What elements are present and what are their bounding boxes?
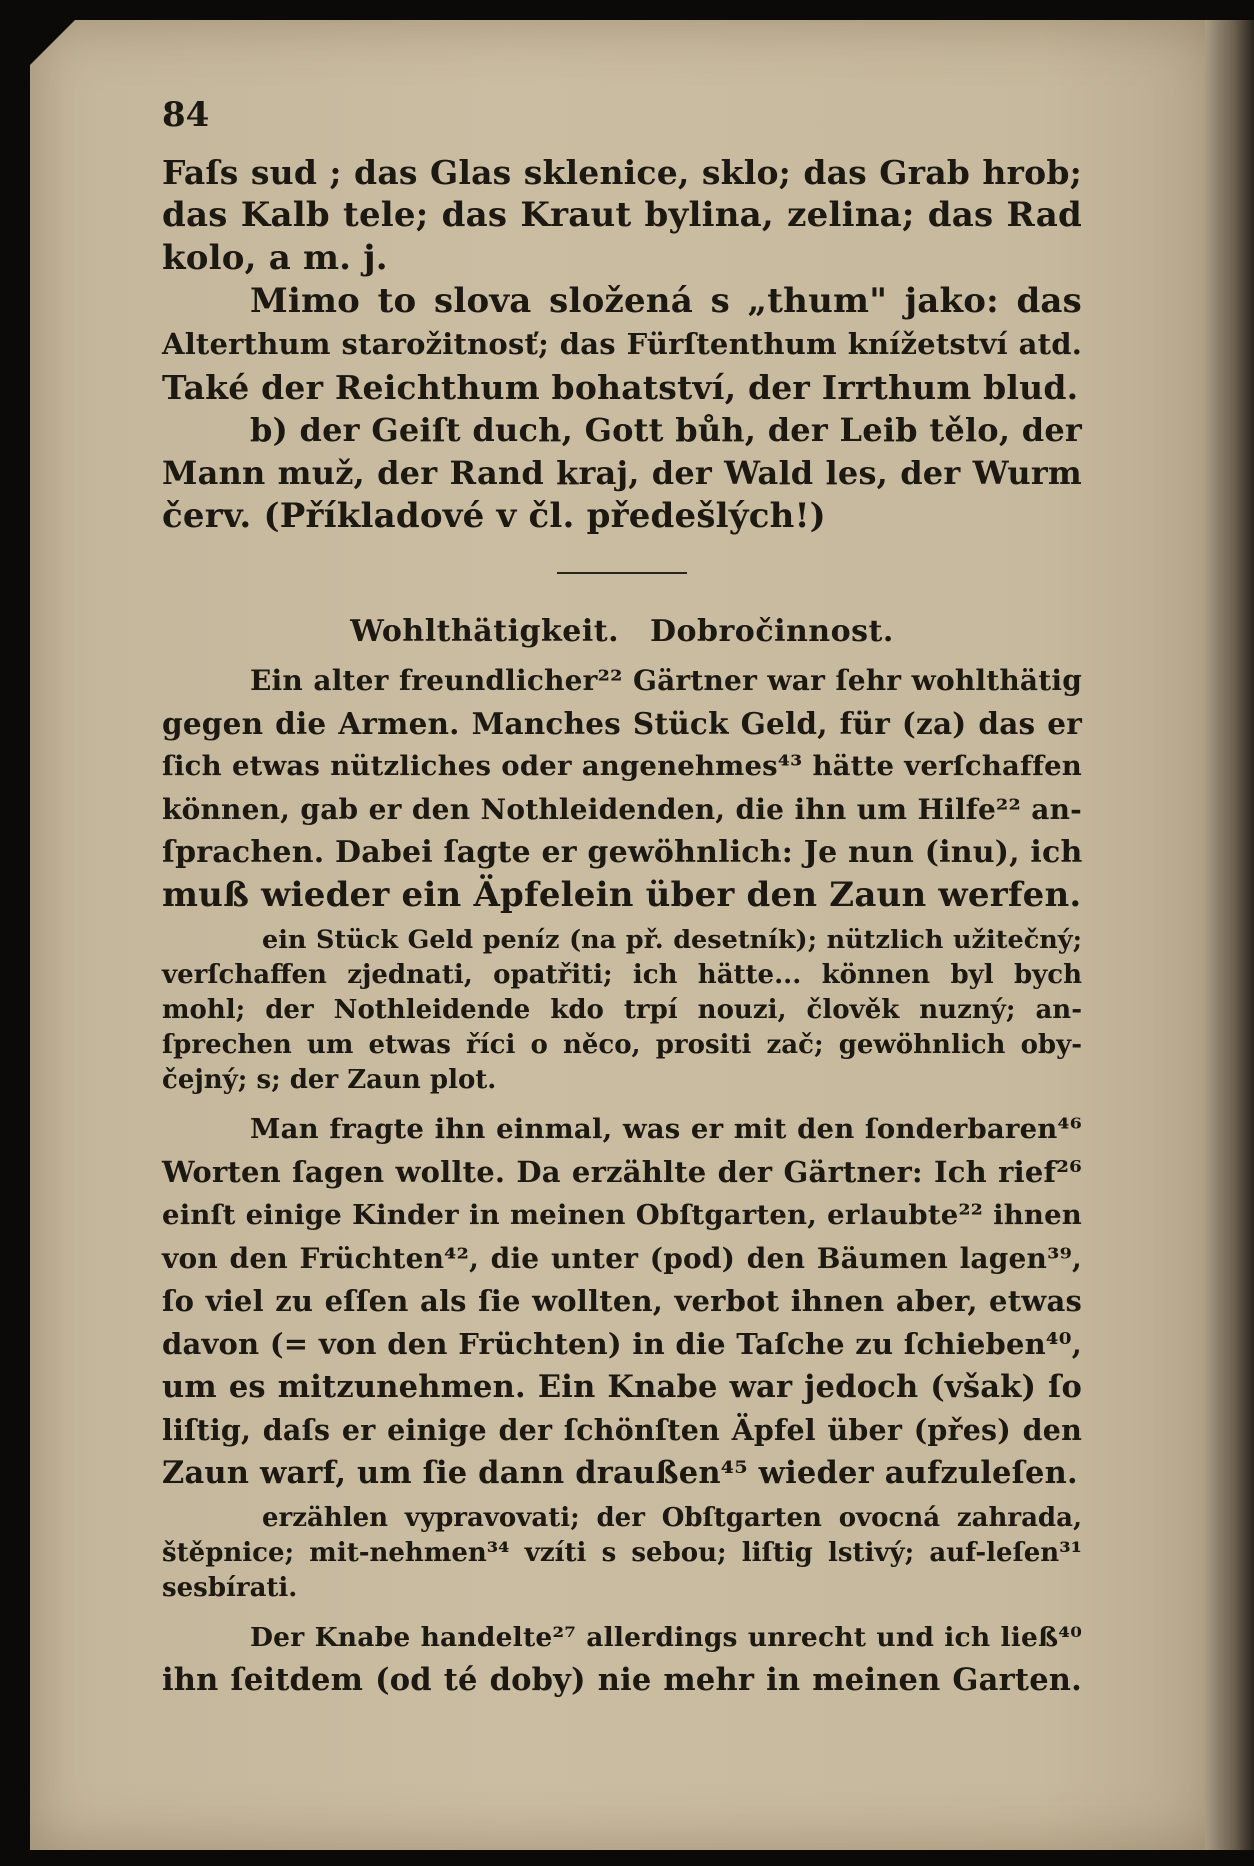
- note-line: erzählen vypravovati; der Obſtgarten ovocná zahrada,: [262, 1503, 1082, 1533]
- vocabulary-note-2: [162, 1501, 1082, 1606]
- text-line: Alterthum starožitnosť; das Fürſtenthum knížetství atd.: [162, 327, 1082, 361]
- text-line: davon (= von den Früchten) in die Taſche zu ſchieben⁴⁰,: [162, 1327, 1082, 1361]
- paragraph-5: [162, 1108, 1082, 1495]
- text-line: einſt einige Kinder in meinen Obſtgarten, erlaubte²² ihnen: [162, 1199, 1082, 1231]
- section-title-czech: Dobročinnost.: [650, 614, 894, 649]
- text-line: können, gab er den Nothleidenden, die ihn um Hilfe²² an-: [162, 793, 1082, 826]
- paragraph-1: [162, 151, 1082, 280]
- section-divider: [557, 572, 687, 574]
- text-line: Mimo to slova složená s „thum" jako: das: [250, 281, 1082, 321]
- text-line: Der Knabe handelte²⁷ allerdings unrecht und ich ließ⁴⁰: [250, 1622, 1082, 1653]
- text-line: das Kalb tele; das Kraut bylina, zelina; das Rad: [162, 195, 1082, 235]
- text-line: červ. (Příkladové v čl. předešlých!): [162, 496, 826, 536]
- note-line: ſprechen um etwas říci o něco, prositi zač; gewöhnlich oby-: [162, 1030, 1082, 1060]
- page-content: [162, 95, 1082, 1702]
- note-line: ein Stück Geld peníz (na př. desetník); nützlich užitečný;: [262, 925, 1082, 955]
- text-line: Zaun warf, um ſie dann draußen⁴⁵ wieder aufzuleſen.: [162, 1455, 1078, 1491]
- text-line: Mann muž, der Rand kraj, der Wald les, der Wurm: [162, 454, 1082, 492]
- text-line: kolo, a m. j.: [162, 238, 388, 278]
- text-line: muß wieder ein Äpfelein über den Zaun werfen.: [162, 875, 1082, 915]
- text-line: von den Früchten⁴², die unter (pod) den Bäumen lagen³⁹,: [162, 1242, 1082, 1275]
- text-line: liſtig, daſs er einige der ſchönſten Äpfel über (přes) den: [162, 1413, 1082, 1447]
- paragraph-6: [162, 1616, 1082, 1702]
- section-title: [162, 614, 1082, 649]
- section-title-german: Wohlthätigkeit.: [350, 614, 620, 649]
- vocabulary-note-1: [162, 923, 1082, 1098]
- text-line: ſprachen. Dabei ſagte er gewöhnlich: Je nun (inu), ich: [162, 835, 1083, 870]
- text-line: Také der Reichthum bohatství, der Irrthum blud.: [162, 368, 1079, 407]
- text-line: um es mitzunehmen. Ein Knabe war jedoch (však) ſo: [162, 1369, 1082, 1405]
- text-line: Worten ſagen wollte. Da erzählte der Gärtner: Ich rief²⁶: [162, 1155, 1082, 1189]
- note-line: čejný; s; der Zaun plot.: [162, 1065, 497, 1095]
- text-line: Man fragte ihn einmal, was er mit den ſonderbaren⁴⁶: [250, 1113, 1082, 1145]
- text-line: ſo viel zu eſſen als ſie wollten, verbot ihnen aber, etwas: [162, 1284, 1082, 1318]
- note-line: mohl; der Nothleidende kdo trpí nouzi, člověk nuzný; an-: [162, 995, 1082, 1025]
- note-line: verſchaffen zjednati, opatřiti; ich hätte... können byl bych: [162, 960, 1082, 990]
- text-line: ſich etwas nützliches oder angenehmes⁴³ hätte verſchaffen: [162, 750, 1082, 782]
- paragraph-4: [162, 659, 1082, 917]
- note-line: sesbírati.: [162, 1573, 298, 1603]
- paragraph-3: [162, 409, 1082, 538]
- text-line: ihn ſeitdem (od té doby) nie mehr in meinen Garten.: [162, 1662, 1082, 1698]
- book-spine: [1205, 20, 1254, 1850]
- page-number: 84: [162, 95, 210, 135]
- text-line: gegen die Armen. Manches Stück Geld, für (za) das er: [162, 706, 1082, 741]
- text-line: b) der Geiſt duch, Gott bůh, der Leib tělo, der: [250, 411, 1082, 449]
- paragraph-2: [162, 280, 1082, 409]
- text-line: Ein alter freundlicher²² Gärtner war ſehr wohlthätig: [250, 664, 1082, 697]
- text-line: Faſs sud ; das Glas sklenice, sklo; das Grab hrob;: [162, 153, 1082, 192]
- note-line: štěpnice; mit-nehmen³⁴ vzíti s sebou; liſtig lstivý; auf-leſen³¹: [162, 1538, 1082, 1568]
